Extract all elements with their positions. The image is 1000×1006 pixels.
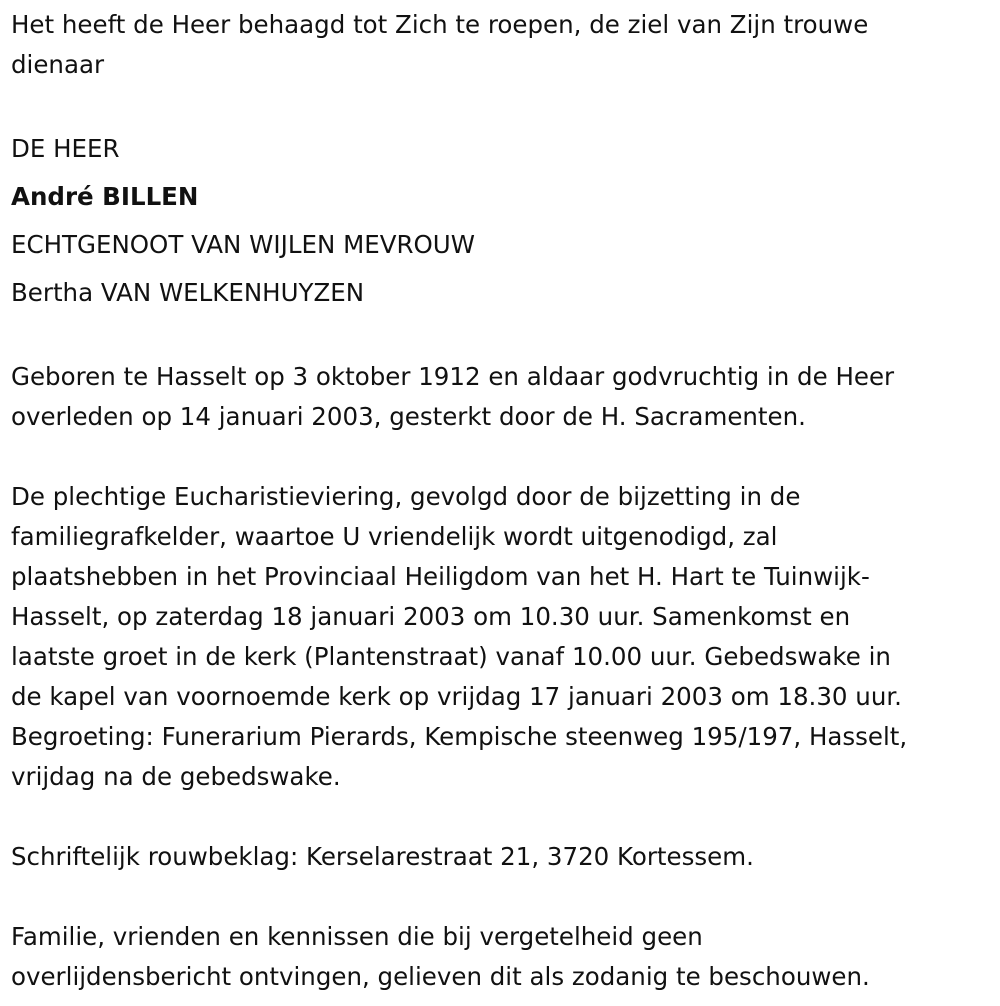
deceased-title: DE HEER	[11, 134, 120, 163]
deceased-block	[11, 125, 990, 317]
spacer	[11, 437, 990, 477]
ceremony-line: vrijdag na de gebedswake.	[11, 762, 341, 791]
spacer	[11, 797, 990, 837]
ceremony-paragraph	[11, 477, 990, 797]
birth-death-paragraph	[11, 357, 990, 437]
closing-line-1: Familie, vrienden en kennissen die bij vergetelheid geen	[11, 922, 703, 951]
ceremony-line: de kapel van voornoemde kerk op vrijdag 17 januari 2003 om 18.30 uur.	[11, 682, 902, 711]
closing-line-2: overlijdensbericht ontvingen, gelieven dit als zodanig te beschouwen.	[11, 962, 870, 991]
ceremony-line: Begroeting: Funerarium Pierards, Kempische steenweg 195/197, Hasselt,	[11, 722, 908, 751]
ceremony-line: laatste groet in de kerk (Plantenstraat) vanaf 10.00 uur. Gebedswake in	[11, 642, 891, 671]
intro-line-1: Het heeft de Heer behaagd tot Zich te roepen, de ziel van Zijn trouwe	[11, 10, 869, 39]
intro-paragraph	[11, 5, 990, 85]
spouse-name: Bertha VAN WELKENHUYZEN	[11, 278, 365, 307]
spacer	[11, 317, 990, 357]
ceremony-line: plaatshebben in het Provinciaal Heiligdom van het H. Hart te Tuinwijk-	[11, 562, 870, 591]
birth-death-line-2: overleden op 14 januari 2003, gesterkt door de H. Sacramenten.	[11, 402, 806, 431]
intro-line-2: dienaar	[11, 50, 105, 79]
closing-paragraph	[11, 917, 990, 997]
spouse-label: ECHTGENOOT VAN WIJLEN MEVROUW	[11, 230, 475, 259]
ceremony-line: De plechtige Eucharistieviering, gevolgd door de bijzetting in de	[11, 482, 801, 511]
ceremony-line: Hasselt, op zaterdag 18 januari 2003 om 10.30 uur. Samenkomst en	[11, 602, 851, 631]
deceased-name: André BILLEN	[11, 182, 199, 211]
condolence-line: Schriftelijk rouwbeklag: Kerselarestraat 21, 3720 Kortessem.	[11, 842, 754, 871]
ceremony-line: familiegrafkelder, waartoe U vriendelijk wordt uitgenodigd, zal	[11, 522, 778, 551]
spacer	[11, 877, 990, 917]
spacer	[11, 85, 990, 125]
birth-death-line-1: Geboren te Hasselt op 3 oktober 1912 en aldaar godvruchtig in de Heer	[11, 362, 895, 391]
condolence-paragraph	[11, 837, 990, 877]
